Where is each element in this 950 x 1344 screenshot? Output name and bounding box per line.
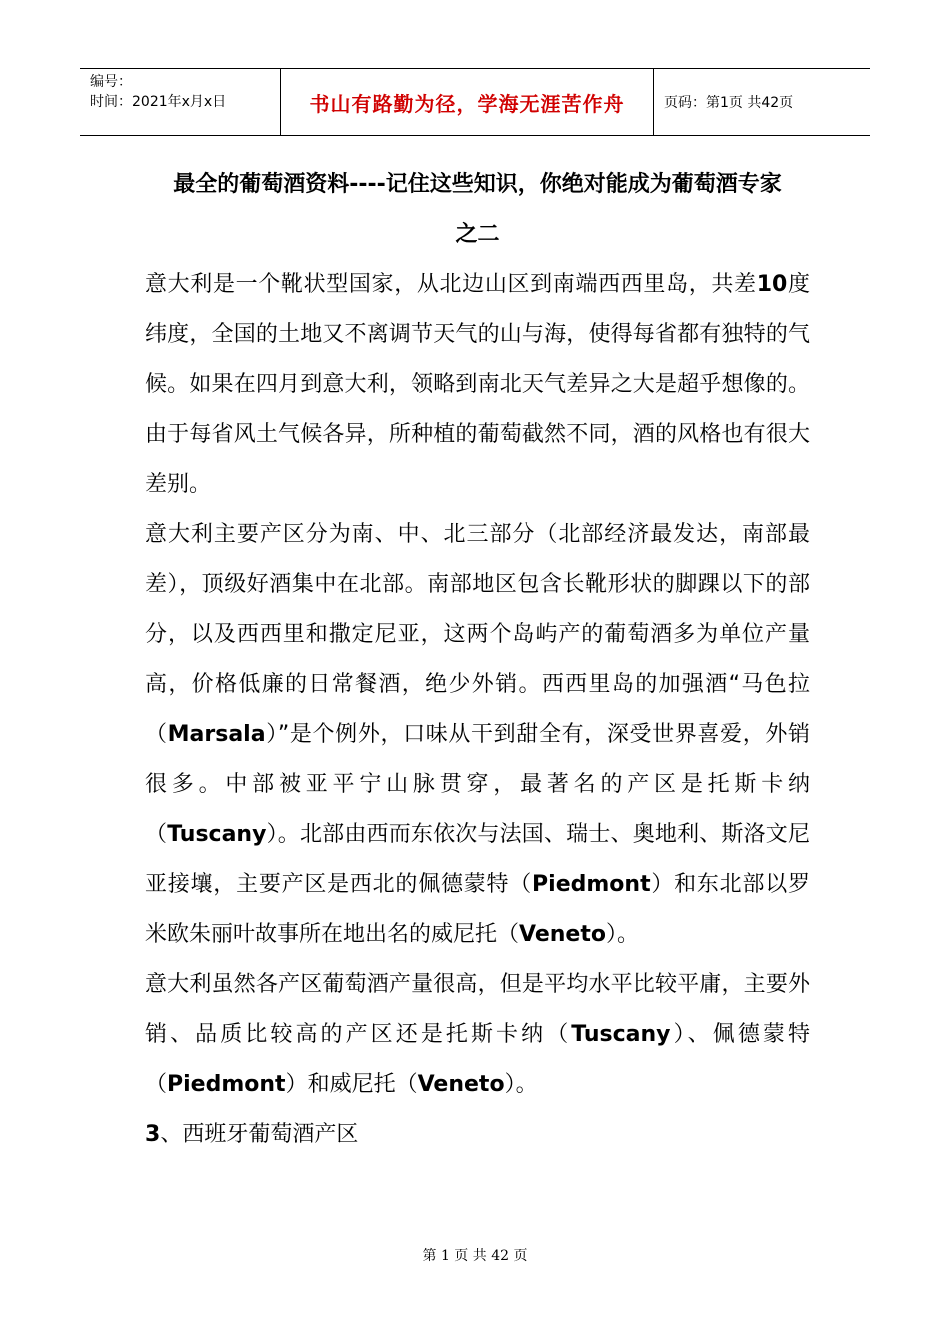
section-heading — [145, 1110, 810, 1160]
text-segment: ）、佩德蒙特（ — [145, 1022, 810, 1097]
code-label: 编号： — [90, 74, 132, 90]
page-info: 页码：第1页 共42页 — [664, 95, 794, 111]
paragraph — [145, 510, 810, 960]
page-header — [80, 68, 870, 136]
text-segment: ）”是个例外，口味从干到甜全有，深受世界喜爱，外销很多。中部被亚平宁山脉贯穿，最著名的产区是托斯卡纳（ — [145, 722, 810, 847]
text-segment: ）。 — [605, 922, 639, 947]
text-segment: ）和威尼托（ — [285, 1072, 418, 1097]
section-title: 、西班牙葡萄酒产区 — [160, 1122, 359, 1147]
document-title-line-2: 之二 — [455, 222, 500, 247]
paragraph — [145, 960, 810, 1110]
text-segment: 意大利主要产区分为南、中、北三部分（北部经济最发达，南部最差），顶级好酒集中在北部。南部地区包含长靴形状的脚踝以下的部分，以及西西里和撒定尼亚，这两个岛屿产的葡萄酒多为单位产量高，价格低廉的日常餐酒，绝少外销。西西里岛的加强酒“马色拉（ — [145, 522, 810, 747]
paragraph — [145, 260, 810, 510]
section-number: 3 — [145, 1122, 161, 1147]
bold-term: Piedmont — [532, 872, 651, 897]
bold-term: Veneto — [519, 922, 606, 947]
bold-term: Marsala — [167, 722, 266, 747]
text-segment: ）。北部由西而东依次与法国、瑞士、奥地利、斯洛文尼亚接壤，主要产区是西北的佩德蒙特（ — [145, 822, 810, 897]
text-segment: ）。 — [504, 1072, 538, 1097]
header-page-cell — [654, 69, 870, 135]
document-body — [145, 160, 810, 1160]
text-segment: 度纬度，全国的土地又不离调节天气的山与海，使得每省都有独特的气候。如果在四月到意大利，领略到南北天气差异之大是超乎想像的。由于每省风土气候各异，所种植的葡萄截然不同，酒的风格也有很大差别。 — [145, 272, 810, 497]
header-motto-cell — [281, 69, 654, 135]
text-segment: 意大利虽然各产区葡萄酒产量很高，但是平均水平比较平庸，主要外销、品质比较高的产区还是托斯卡纳（ — [145, 972, 810, 1047]
date-label: 时间：2021年x月x日 — [90, 94, 227, 110]
bold-term: Piedmont — [167, 1072, 286, 1097]
header-meta-cell — [80, 69, 281, 135]
text-segment: ）和东北部以罗米欧朱丽叶故事所在地出名的威尼托（ — [145, 872, 810, 947]
text-segment: 意大利是一个靴状型国家，从北边山区到南端西西里岛，共差 — [145, 272, 757, 297]
page-footer: 第 1 页 共 42 页 — [422, 1248, 528, 1264]
motto-text: 书山有路勤为径，学海无涯苦作舟 — [309, 91, 625, 116]
bold-term: Tuscany — [571, 1022, 671, 1047]
bold-term: Veneto — [417, 1072, 505, 1097]
bold-term: Tuscany — [167, 822, 267, 847]
document-title-line-1: 最全的葡萄酒资料----记住这些知识，你绝对能成为葡萄酒专家 — [173, 172, 782, 197]
bold-term: 10 — [756, 272, 788, 297]
